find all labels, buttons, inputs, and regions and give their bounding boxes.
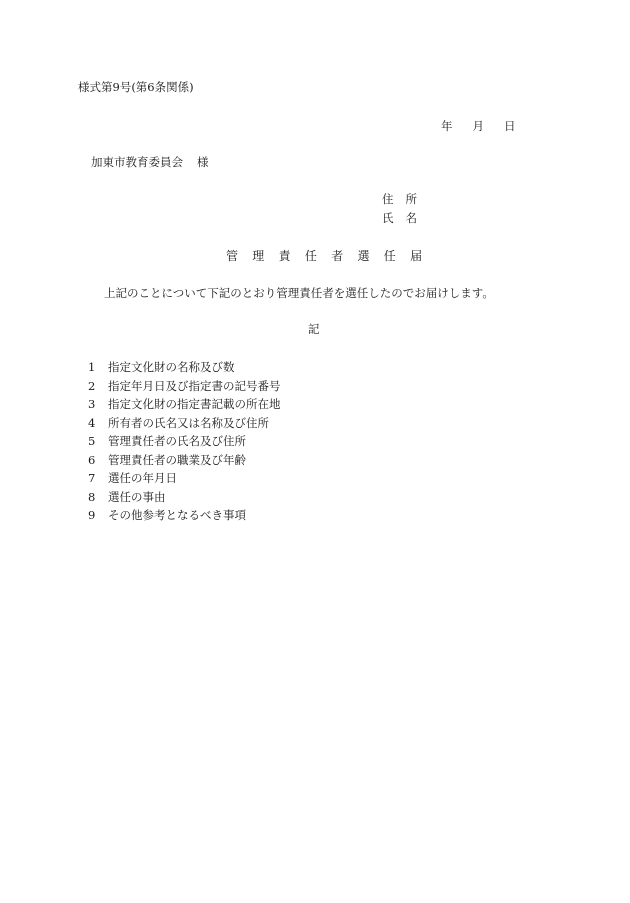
- date-year-label: 年: [441, 119, 453, 133]
- item-text: その他参考となるべき事項: [108, 508, 246, 522]
- list-item: [88, 510, 281, 529]
- item-text: 指定文化財の指定書記載の所在地: [108, 397, 281, 411]
- item-number: 3: [88, 397, 96, 411]
- item-number: 9: [88, 508, 96, 522]
- date-month-label: 月: [472, 119, 484, 133]
- item-number: 5: [88, 434, 96, 448]
- item-number: 2: [88, 378, 96, 393]
- item-text: 選任の年月日: [108, 471, 177, 485]
- item-text: 指定年月日及び指定書の記号番号: [108, 378, 281, 393]
- date-line: [441, 121, 516, 133]
- addressee-name: 加東市教育委員会: [91, 155, 183, 169]
- item-list: [88, 362, 281, 529]
- addressee-honorific: 様: [197, 155, 209, 169]
- item-number: 6: [88, 452, 96, 467]
- applicant-address-label: 住所: [382, 192, 429, 206]
- item-text: 指定文化財の名称及び数: [108, 360, 235, 374]
- intro-text: 上記のことについて下記のとおり管理責任者を選任したのでお届けします。: [104, 286, 494, 300]
- applicant-name-label: 氏名: [382, 211, 429, 225]
- addressee: [91, 157, 209, 169]
- item-text: 管理責任者の職業及び年齢: [108, 452, 246, 467]
- ki-heading: 記: [308, 322, 320, 336]
- item-number: 4: [88, 415, 96, 430]
- item-text: 所有者の氏名又は名称及び住所: [108, 415, 269, 430]
- item-number: 7: [88, 471, 96, 485]
- item-text: 管理責任者の氏名及び住所: [108, 434, 246, 448]
- item-text: 選任の事由: [108, 489, 166, 504]
- document-title: 管理責任者選任届: [226, 249, 437, 263]
- date-day-label: 日: [504, 119, 516, 133]
- form-number: 様式第9号(第6条関係): [78, 80, 194, 94]
- item-number: 8: [88, 489, 96, 504]
- item-number: 1: [88, 360, 96, 374]
